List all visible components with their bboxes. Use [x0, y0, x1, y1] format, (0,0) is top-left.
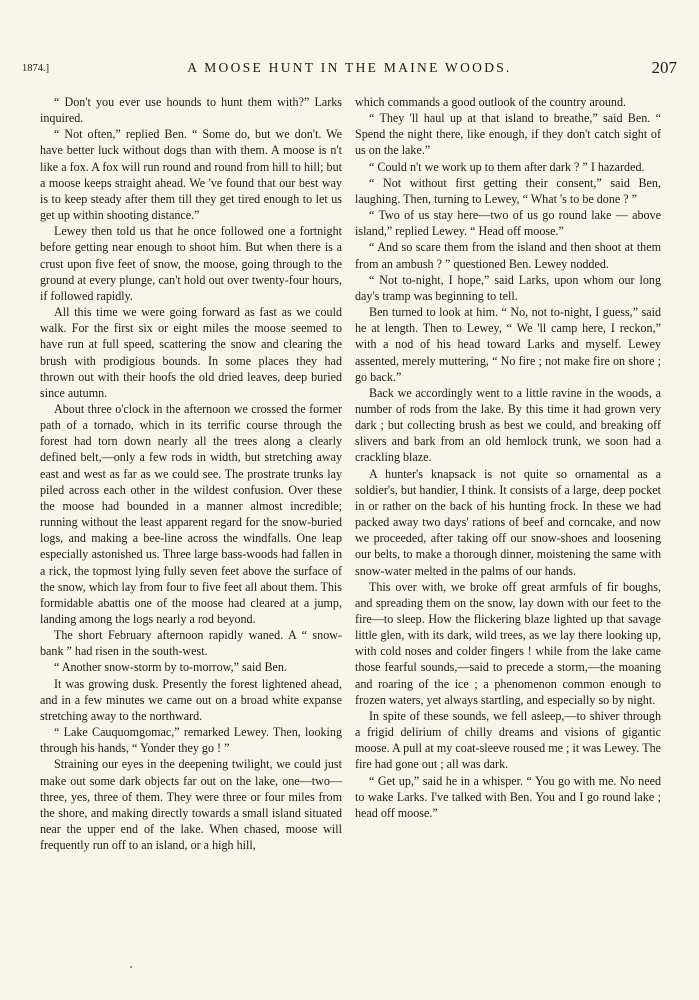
paragraph: It was growing dusk. Presently the forest lightened ahead, and in a few minutes we came out on a broad white expanse stretching away to the northward. — [40, 676, 342, 723]
left-column — [40, 94, 342, 853]
paragraph: Straining our eyes in the deepening twilight, we could just make out some dark objects far out on the lake, one—two—three, yes, three of them. They were three or four miles from the shore, and making directly towards a small island situated near the upper end of the lake. When chased, moose will frequently run off to an island, or a high hill, — [40, 757, 342, 853]
paragraph: A hunter's knapsack is not quite so ornamental as a soldier's, but handier, I think. It consists of a large, deep pocket in or rather on the back of his hunting frock. In these we had packed away two days' rations of beef and corncake, and now we proceeded, after taking off our snow-shoes and loosening our belts, to make a thorough dinner, moistening the same with snow-water melted in the palms of our hands. — [355, 466, 661, 578]
paragraph: This over with, we broke off great armfuls of fir boughs, and spreading them on the snow, lay down with our feet to the fire—to sleep. How the flickering blaze lighted up that savage little glen, with its dark, wild trees, as we lay there looking up, with cold noses and colder fingers ! while from the lake came those fearful sounds,—said to precede a storm,—the moaning and roaring of the ice ; a phenomenon common enough to frozen waters, yet always startling, and especially so by night. — [355, 579, 661, 707]
paragraph: In spite of these sounds, we fell asleep,—to shiver through a frigid delirium of chilly dreams and visions of gigantic moose. A pull at my coat-sleeve roused me ; it was Lewey. The fire had gone out ; all was dark. — [355, 708, 661, 772]
paragraph: Lewey then told us that he once followed one a fortnight before getting near enough to shoot him. But when there is a crust upon five feet of snow, the moose, going through to the ground at every plunge, can't hold out over twenty-four hours, if followed rapidly. — [40, 224, 342, 303]
paragraph: “ Don't you ever use hounds to hunt them with?” Larks inquired. — [40, 95, 342, 126]
page-number: 207 — [651, 58, 677, 77]
paragraph: “ And so scare them from the island and then shoot at them from an ambush ? ” questioned Ben. Lewey nodded. — [355, 240, 661, 271]
article-title: A MOOSE HUNT IN THE MAINE WOODS. — [187, 60, 512, 75]
ink-speck — [130, 966, 132, 968]
paragraph-continued: which commands a good outlook of the country around. — [355, 95, 627, 109]
paragraph: All this time we were going forward as fast as we could walk. For the first six or eight miles the moose seemed to have run at full speed, scattering the snow and clearing the brush with prodigious bounds. In some places they had thrown out with their hoofs the old dried leaves, deep buried since autumn. — [40, 305, 342, 400]
paragraph: “ Not without first getting their consent,” said Ben, laughing. Then, turning to Lewey, “ What 's to be done ? ” — [355, 175, 661, 206]
paragraph: The short February afternoon rapidly waned. A “ snow-bank ” had risen in the south-west. — [40, 628, 342, 659]
paragraph: “ They 'll haul up at that island to breathe,” said Ben. “ Spend the night there, like enough, if they don't catch sight of us on the lake.” — [355, 111, 661, 158]
paragraph: “ Could n't we work up to them after dark ? ” I hazarded. — [369, 159, 645, 174]
paragraph: Ben turned to look at him. “ No, not to-night, I guess,” said he at length. Then to Lewey, “ We 'll camp here, I reckon,” with a nod of his head toward Larks and myself. Lewey assented, merely muttering, “ No fire ; not make fire on shore ; go back.” — [355, 305, 661, 384]
paragraph: “ Lake Cauquomgomac,” remarked Lewey. Then, looking through his hands, “ Yonder they go ! ” — [40, 725, 342, 756]
paragraph: “ Not often,” replied Ben. “ Some do, but we don't. We have better luck without dogs than with them. A moose is n't like a fox. A fox will run round and round from hill to hill; but a moose keeps straight ahead. We 've found that our best way is to keep steady after them till they get tired enough to let us get up within shooting distance.” — [40, 127, 342, 223]
volume-year: 1874.] — [22, 63, 50, 74]
paragraph: “ Get up,” said he in a whisper. “ You go with me. No need to wake Larks. I've talked with Ben. You and I go round lake ; head off moose.” — [355, 773, 661, 820]
paragraph: “ Another snow-storm by to-morrow,” said Ben. — [54, 660, 287, 675]
right-column — [355, 94, 661, 821]
paragraph: About three o'clock in the afternoon we crossed the former path of a tornado, which in its terrific course through the forest had torn down nearly all the trees along a clearly defined belt,—only a few rods in width, but stretching away east and west as far as we could see. The prostrate trunks lay piled across each other in the wildest confusion. Over these the moose had bounded in a manner almost incredible; running without the least apparent regard for the snow-buried logs, and making a bee-line across the windfalls. One leap especially astonished us. Three large bass-woods had fallen in a rick, the topmost lying fully seven feet above the surface of the snow, which lay from four to five feet all about them. This formidable abattis one of the moose had cleared at a jump, landing among the logs nearly a rod beyond. — [40, 401, 342, 626]
running-head — [22, 60, 677, 80]
paragraph: “ Two of us stay here—two of us go round lake — above island,” replied Lewey. “ Head off moose.” — [355, 208, 661, 239]
paragraph: “ Not to-night, I hope,” said Larks, upon whom our long day's tramp was beginning to tell. — [355, 272, 661, 303]
paragraph: Back we accordingly went to a little ravine in the woods, a number of rods from the lake. By this time it had grown very dark ; but collecting brush as best we could, and breaking off slivers and bark from an old hemlock trunk, we soon had a crackling blaze. — [355, 385, 661, 465]
